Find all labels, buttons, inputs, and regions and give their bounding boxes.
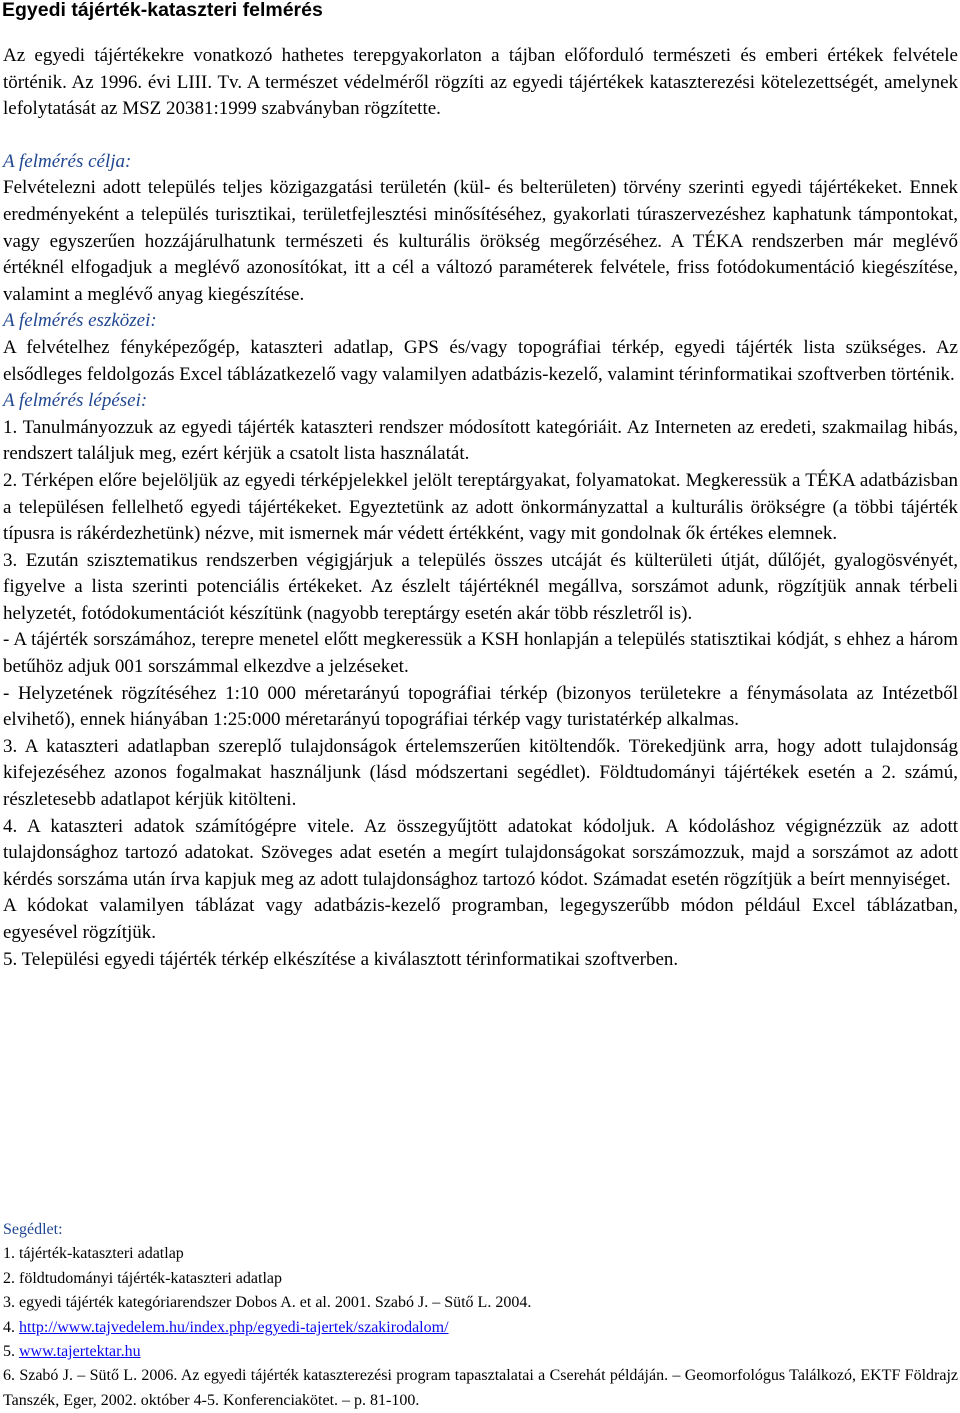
step-paragraph: 4. A kataszteri adatok számítógépre vitele. Az összegyűjtött adatokat kódoljuk. A kódoláshoz végignézzük az adott tulajdonsághoz tartozó adatokat. Szöveges adat esetén a megírt tulajdonságokat sorszámozzuk, majd a sorszámot az adott kérdés sorszáma után írva kapjuk meg az adott tulajdonsághoz tartozó kódot. Számadat esetén rögzítjük a beírt mennyiséget. xyxy=(3,815,958,890)
reference-item-link xyxy=(3,1316,958,1340)
step-paragraph: A kódokat valamilyen táblázat vagy adatbázis-kezelő programban, legegyszerűbb módon például Excel táblázatban, egyesével rögzítjük. xyxy=(3,895,958,943)
segedlet-heading: Segédlet: xyxy=(3,1221,63,1238)
reference-item: 6. Szabó J. – Sütő L. 2006. Az egyedi tájérték kataszterezési program tapasztalatai a Cserehát példáján. – Geomorfológus Találkozó, EKTF Földrajz Tanszék, Eger, 2002. október 4-5. Konferenciakötet. – p. 81-100. xyxy=(3,1367,958,1409)
segedlet-section xyxy=(3,1218,958,1413)
step-paragraph: 5. Települési egyedi tájérték térkép elkészítése a kiválasztott térinformatikai szoftverben. xyxy=(3,948,679,970)
tajvedelem-link[interactable]: http://www.tajvedelem.hu/index.php/egyedi-tajertek/szakirodalom/ xyxy=(19,1318,449,1336)
reference-item: 1. tájérték-kataszteri adatlap xyxy=(3,1245,184,1263)
reference-item: 3. egyedi tájérték kategóriarendszer Dobos A. et al. 2001. Szabó J. – Sütő L. 2004. xyxy=(3,1294,532,1312)
step-paragraph: - Helyzetének rögzítéséhez 1:10 000 méretarányú topográfiai térkép (bizonyos területekre a fénymásolata az Intézetből elvihető), ennek hiányában 1:25:000 méretarányú topográfiai térkép vagy turistatérkép alkalmas. xyxy=(3,682,958,731)
reference-item: 2. földtudományi tájérték-kataszteri adatlap xyxy=(3,1269,282,1287)
step-paragraph: 3. Ezután szisztematikus rendszerben végigjárjuk a település összes utcáját és külterületi útját, dűlőjét, gyalogösvényét, figyelve a lista szerinti potenciális értékeket. Az észlelt tájértéknél megállva, sorszámot adunk, rögzítjük annak térbeli helyzetét, fotódokumentációt készítünk (nagyobb tereptárgy esetén akár több részletről is). xyxy=(3,549,958,624)
reference-number: 4. xyxy=(3,1318,19,1336)
section-heading-eszkozei: A felmérés eszközei: xyxy=(3,310,157,332)
intro-paragraph: Az egyedi tájértékekre vonatkozó hathetes terepgyakorlaton a tájban előforduló természeti és emberi értékek felvétele történik. Az 1996. évi LIII. Tv. A természet védelméről rögzíti az egyedi tájértékek kataszterezési kötelezettségét, amelynek lefolytatását az MSZ 20381:1999 szabványban rögzítette. xyxy=(3,45,958,120)
cel-paragraph: Felvételezni adott település teljes közigazgatási területén (kül- és belterületen) törvény szerinti egyedi tájértékeket. Ennek eredményeként a település turisztikai, területfejlesztési minősítéséhez, gyakorlati túraszervezéshez kaphatunk támpontokat, vagy egyszerűen hozzájárulhatunk természeti és kulturális örökség megőrzéséhez. A TÉKA rendszerben már meglévő értéknél elfogadjuk a meglévő azonosítókat, itt a cél a változó paraméterek felvétele, friss fotódokumentáció kiegészítése, valamint a meglévő anyag kiegészítése. xyxy=(3,177,958,305)
step-paragraph: 2. Térképen előre bejelöljük az egyedi térképjelekkel jelölt tereptárgyakat, folyamatokat. Megkeressük a TÉKA adatbázisban a településen fellelhető egyedi tájértékeket. Egyeztetünk az adott önkormányzattal a kulturális örökségre (a többi tájérték típusra is rákérdezhetünk) nézve, mit ismernek már védett értékként, vagy mit gondolnak ők értékes elemnek. xyxy=(3,469,958,545)
document-body xyxy=(3,43,958,973)
section-heading-cel: A felmérés célja: xyxy=(3,150,132,172)
tajertektar-link[interactable]: www.tajertektar.hu xyxy=(19,1343,141,1361)
section-heading-lepesei: A felmérés lépései: xyxy=(3,390,148,412)
reference-item-link xyxy=(3,1340,958,1364)
step-paragraph: - A tájérték sorszámához, terepre menetel előtt megkeressük a KSH honlapján a település statisztikai kódját, s ehhez a három betűhöz adjuk 001 sorszámmal elkezdve a jelzéseket. xyxy=(3,629,958,678)
eszkozei-paragraph: A felvételhez fényképezőgép, kataszteri adatlap, GPS és/vagy topográfiai térkép, egyedi tájérték lista szükséges. Az elsődleges feldolgozás Excel táblázatkezelő vagy valamilyen adatbázis-kezelő, valamint térinformatikai szoftverben történik. xyxy=(3,336,958,385)
step-paragraph: 3. A kataszteri adatlapban szereplő tulajdonságok értelemszerűen kitöltendők. Törekedjünk arra, hogy adott tulajdonság kifejezéséhez azonos fogalmakat használjunk (lásd módszertani segédlet). Földtudományi tájértékek esetén a 2. számú, részletesebb adatlapot kérjük kitölteni. xyxy=(3,735,958,811)
page-title: Egyedi tájérték-kataszteri felmérés xyxy=(2,0,323,21)
step-paragraph: 1. Tanulmányozzuk az egyedi tájérték kataszteri rendszer módosított kategóriáit. Az Interneten az eredeti, szakmailag hibás, rendszert találjuk meg, ezért kérjük a csatolt lista használatát. xyxy=(3,416,958,465)
reference-number: 5. xyxy=(3,1343,19,1361)
